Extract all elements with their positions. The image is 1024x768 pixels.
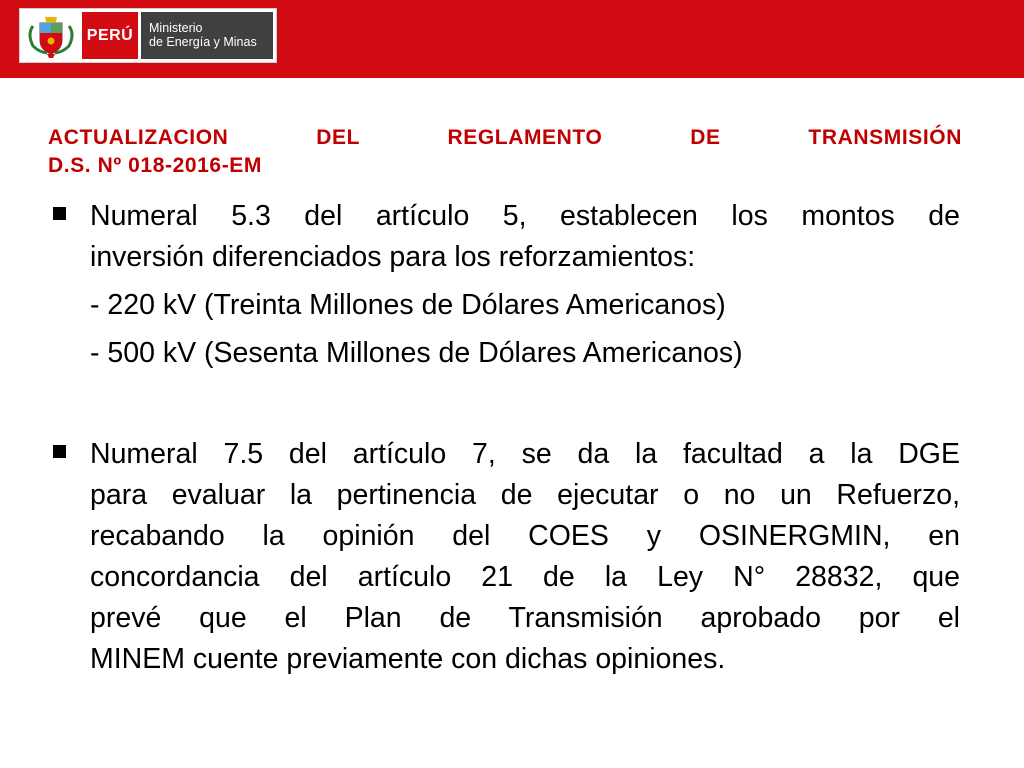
bullet-line: Numeral 5.3 del artículo 5, establecen los montos de [90, 200, 960, 232]
ministry-name-line2: de Energía y Minas [149, 35, 257, 49]
square-bullet-icon [53, 445, 66, 458]
bullet-line: recabando la opinión del COES y OSINERGMIN, en [90, 520, 960, 552]
ministry-logo [19, 8, 277, 63]
bullet-text [90, 434, 960, 680]
bullet-line: - 500 kV (Sesenta Millones de Dólares Americanos) [90, 337, 743, 369]
bullet-text [90, 196, 960, 374]
bullet-line: inversión diferenciados para los reforzamientos: [90, 241, 696, 273]
bullet-line: prevé que el Plan de Transmisión aprobado por el [90, 602, 960, 634]
bullet-line: Numeral 7.5 del artículo 7, se da la facultad a la DGE [90, 438, 960, 470]
bullet-line: MINEM cuente previamente con dichas opiniones. [90, 643, 726, 675]
coat-of-arms-icon [23, 12, 79, 59]
slide-title [48, 124, 962, 180]
title-line-2: D.S. Nº 018-2016-EM [48, 154, 262, 177]
ministry-name-line1: Ministerio [149, 21, 203, 35]
header-bar [0, 0, 1024, 78]
square-bullet-icon [53, 207, 66, 220]
bullet-line: - 220 kV (Treinta Millones de Dólares Americanos) [90, 289, 726, 321]
title-line-1: ACTUALIZACION DEL REGLAMENTO DE TRANSMISIÓN [48, 126, 962, 149]
bullet-line: concordancia del artículo 21 de la Ley N° 28832, que [90, 561, 960, 593]
country-label: PERÚ [82, 12, 138, 59]
ministry-name [141, 12, 273, 59]
bullet-line: para evaluar la pertinencia de ejecutar o no un Refuerzo, [90, 479, 960, 511]
